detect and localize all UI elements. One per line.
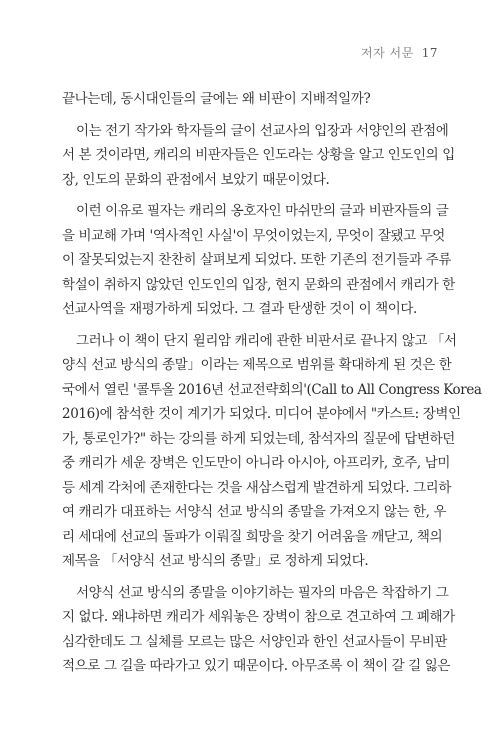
text-line: 등 세계 각처에 존재한다는 것을 새삼스럽게 발견하게 되었다. 그리하 — [62, 479, 451, 496]
text-line: 이 잘못되었는지 찬찬히 살펴보게 되었다. 또한 기존의 전기들과 주류 — [62, 252, 451, 268]
text-line: 선교사역을 재평가하게 되었다. 그 결과 탄생한 것이 이 책이다. — [62, 301, 417, 317]
page-body — [62, 87, 482, 679]
text-line: 리 세대에 선교의 돌파가 이뤄질 희망을 찾기 어려움을 깨닫고, 책의 — [62, 528, 443, 545]
text-line: 이는 전기 작가와 학자들의 글이 선교사의 입장과 서양인의 관점에 — [76, 122, 449, 139]
text-line: 서양식 선교 방식의 종말을 이야기하는 필자의 마음은 착잡하기 그 — [76, 584, 449, 601]
text-line: 지 없다. 왜냐하면 캐리가 세워놓은 장벽이 참으로 견고하여 그 폐해가 — [62, 609, 455, 625]
text-line: 심각한데도 그 실체를 모르는 많은 서양인과 한인 선교사들이 무비판 — [62, 633, 448, 650]
text-line: 여 캐리가 대표하는 서양식 선교 방식의 종말을 가져오지 않는 한, 우 — [62, 504, 447, 520]
text-line: 서 본 것이라면, 캐리의 비판자들은 인도라는 상황을 알고 인도인의 입 — [62, 147, 455, 163]
text-line: 가, 통로인가?" 하는 강의를 하게 되었는데, 참석자의 질문에 답변하던 — [62, 430, 455, 447]
text-line: 중 캐리가 세운 장벽은 인도만이 아니라 아시아, 아프리카, 호주, 남미 — [62, 455, 451, 471]
text-line: 국에서 열린 '콜투올 2016년 선교전략회의'(Call to All Congress Korea — [62, 381, 482, 398]
text-line: 양식 선교 방식의 종말」이라는 제목으로 범위를 확대하게 된 것은 한 — [62, 357, 452, 373]
text-line: 을 비교해 가며 '역사적인 사실'이 무엇이었는지, 무엇이 잘됐고 무엇 — [62, 227, 445, 244]
page-number: 17 — [421, 46, 438, 60]
text-line: 끝나는데, 동시대인들의 글에는 왜 비판이 지배적일까? — [62, 91, 371, 107]
text-line: 그러나 이 책이 단지 윌리암 캐리에 관한 비판서로 끝나지 않고 「서 — [76, 332, 457, 349]
text-line: 장, 인도의 문화의 관점에서 보았기 때문이었다. — [62, 171, 330, 188]
text-line: 제목을 「서양식 선교 방식의 종말」로 정하게 되었다. — [62, 553, 369, 569]
text-line: 학설이 취하지 않았던 인도인의 입장, 현지 문화의 관점에서 캐리가 한 — [62, 276, 455, 293]
running-header — [361, 44, 438, 61]
section-title: 저자 서문 — [361, 46, 414, 60]
text-line: 2016)에 참석한 것이 계기가 되었다. 미디어 분야에서 "카스트: 장벽인 — [62, 406, 461, 422]
text-line: 이런 이유로 필자는 캐리의 옹호자인 마쉬만의 글과 비판자들의 글 — [76, 203, 449, 219]
text-line: 적으로 그 길을 따라가고 있기 때문이다. 아무조록 이 책이 갈 길 잃은 — [62, 658, 451, 674]
